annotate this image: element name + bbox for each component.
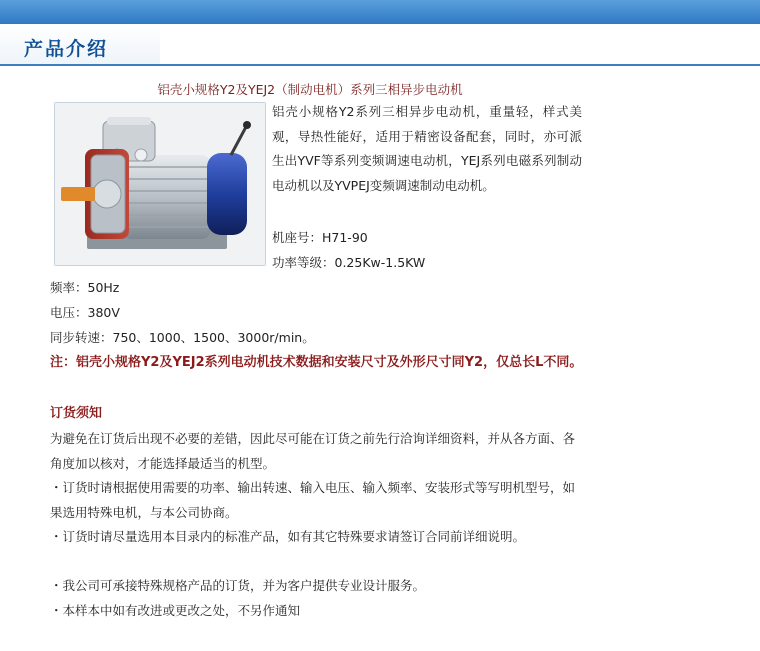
header-bar [0,0,760,24]
product-title: 铝壳小规格Y2及YEJ2（制动电机）系列三相异步电动机 [157,82,463,97]
product-photo [54,102,266,266]
sync-speed: 同步转速：750、1000、1500、3000r/min。 [50,330,315,345]
section-title: 产品介绍 [24,38,109,60]
voltage: 电压：380V [50,305,120,320]
ordering-intro: 为避免在订货后出现不必要的差错，因此尽可能在订货之前先行洽询详细资料，并从各方面、各角度加以核对，才能选择最适当的机型。 [50,431,576,471]
ordering-item: ・我公司可承接特殊规格产品的订货，并为客户提供专业设计服务。 [50,578,426,593]
product-note: 注：铝壳小规格Y2及YEJ2系列电动机技术数据和安装尺寸及外形尺寸同Y2，仅总长L不同。 [50,355,583,370]
frequency: 频率：50Hz [50,280,120,295]
ordering-item: ・本样本中如有改进或更改之处，不另作通知 [50,603,301,618]
motor-image [55,103,265,265]
ordering-heading: 订货须知 [50,406,103,421]
ordering-item: ・订货时请根据使用需要的功率、输出转速、输入电压、输入频率、安装形式等写明机型号，如果选用特殊电机，与本公司协商。 [50,480,576,520]
ordering-item: ・订货时请尽量选用本目录内的标准产品，如有其它特殊要求请签订合同前详细说明。 [50,529,526,544]
section-header [0,0,760,68]
power-rating: 功率等级：0.25Kw-1.5KW [272,255,426,270]
header-rule [0,64,760,66]
product-description: 铝壳小规格Y2系列三相异步电动机，重量轻，样式美观，导热性能好，适用于精密设备配套，同时，亦可派生出YVF等系列变频调速电动机，YEJ系列电磁系列制动电动机以及YVPEJ变频调速制动电动机。 [272,104,582,193]
frame-size: 机座号：H71-90 [272,230,368,245]
